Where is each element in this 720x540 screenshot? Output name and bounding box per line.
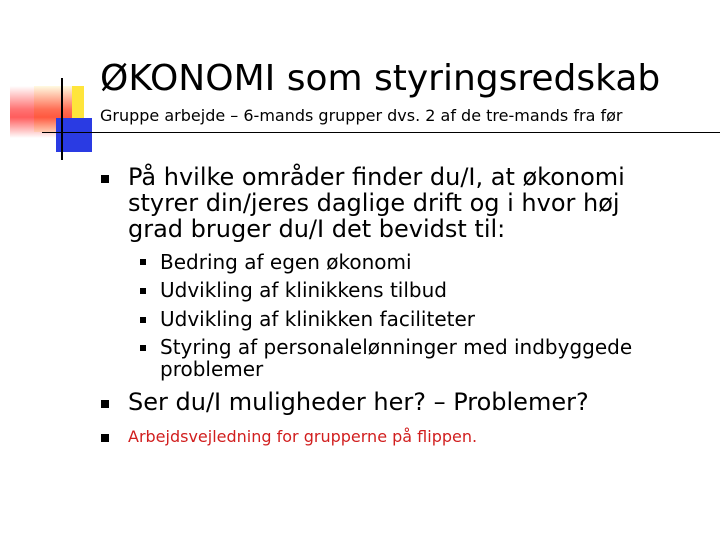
bullet-text-line-3: grad bruger du/I det bevidst til: [128,215,506,243]
sub-bullet-square-icon [140,345,146,351]
sub-bullet-text: Styring af personalelønninger med indbyggede [160,335,633,359]
sub-bullet-square-icon [140,317,146,323]
bullet-square-icon [101,434,109,442]
bullet-square-icon [101,175,109,183]
slide-title: ØKONOMI som styringsredskab [100,58,661,99]
bullet-text-line-1: På hvilke områder finder du/I, at økonomi [128,163,625,191]
slide-subtitle: Gruppe arbejde – 6-mands grupper dvs. 2 af de tre-mands fra før [100,106,623,125]
bullet-text-highlight: Arbejdsvejledning for grupperne på flippen. [128,427,478,446]
sub-bullet-text-continued: problemer [160,357,264,381]
title-divider-line [42,132,720,133]
bullet-text: Ser du/I muligheder her? – Problemer? [128,388,589,416]
bullet-text-line-2: styrer din/jeres daglige drift og i hvor høj [128,189,620,217]
logo-vertical-line [61,78,63,160]
sub-bullet-text: Bedring af egen økonomi [160,250,412,274]
sub-bullet-text: Udvikling af klinikken faciliteter [160,307,475,331]
bullet-square-icon [101,400,109,408]
sub-bullet-text: Udvikling af klinikkens tilbud [160,278,447,302]
sub-bullet-square-icon [140,259,146,265]
sub-bullet-square-icon [140,288,146,294]
